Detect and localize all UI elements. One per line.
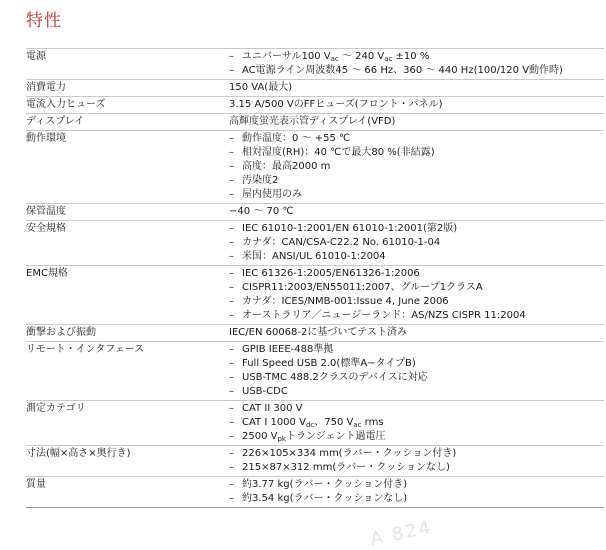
spec-bullet xyxy=(229,402,604,416)
bullet-text: 汚染度2 xyxy=(242,175,279,186)
unit-subscript: dc xyxy=(305,421,315,429)
bullet-text: AC電源ライン周波数45 ～ 66 Hz、360 ～ 440 Hz(100/120 V動作時) xyxy=(242,65,563,76)
bullet-text: rms xyxy=(361,417,384,428)
spec-bullet xyxy=(229,174,604,188)
unit-subscript: ac xyxy=(330,55,339,63)
spec-value xyxy=(229,204,604,220)
spec-row xyxy=(26,80,604,97)
spec-label: 消費電力 xyxy=(26,82,66,93)
spec-bullet xyxy=(229,430,604,444)
spec-label: EMC規格 xyxy=(26,268,68,279)
watermark: A 824 xyxy=(368,516,434,550)
spec-row xyxy=(26,114,604,131)
bullet-text: カナダ：ICES/NMB-001:Issue 4, June 2006 xyxy=(242,296,449,307)
spec-value-text: −40 ～ 70 ℃ xyxy=(229,206,294,217)
spec-bullet xyxy=(229,188,604,202)
unit-subscript: ac xyxy=(384,55,393,63)
spec-row xyxy=(26,342,604,401)
spec-bullet xyxy=(229,357,604,371)
bullet-text: 約3.77 kg(ラバー・クッション付き) xyxy=(242,479,408,490)
spec-bullet xyxy=(229,371,604,385)
spec-bullet xyxy=(229,309,604,323)
spec-bullet xyxy=(229,416,604,430)
spec-value xyxy=(229,401,604,445)
spec-row xyxy=(26,401,604,446)
spec-value-text: 3.15 A/500 VのFFヒューズ(フロント・パネル) xyxy=(229,99,443,110)
spec-value xyxy=(229,49,604,79)
spec-label: 電流入力ヒューズ xyxy=(26,99,106,110)
spec-bullet xyxy=(229,295,604,309)
spec-row xyxy=(26,97,604,114)
bullet-text: ユニバーサル100 V xyxy=(242,51,331,62)
spec-bullet xyxy=(229,447,604,461)
spec-bullet xyxy=(229,160,604,174)
spec-bullet xyxy=(229,461,604,475)
bullet-text: 約3.54 kg(ラバー・クッションなし) xyxy=(242,493,408,504)
unit-subscript: ac xyxy=(353,421,362,429)
spec-table xyxy=(26,48,604,508)
bullet-text: 215×87×312 mm(ラバー・クッションなし) xyxy=(242,462,450,473)
spec-row xyxy=(26,204,604,221)
bullet-text: 屋内使用のみ xyxy=(242,189,302,200)
bullet-text: 米国：ANSI/UL 61010-1:2004 xyxy=(242,251,386,262)
spec-label: 保管温度 xyxy=(26,206,66,217)
bullet-text: CAT II 300 V xyxy=(242,403,303,414)
spec-value xyxy=(229,325,604,341)
spec-row xyxy=(26,131,604,204)
spec-value xyxy=(229,221,604,265)
spec-bullet xyxy=(229,267,604,281)
spec-value-text: 150 VA(最大) xyxy=(229,82,293,93)
bullet-text: オーストラリア／ニュージーランド：AS/NZS CISPR 11:2004 xyxy=(242,310,526,321)
bullet-text: USB-TMC 488.2クラスのデバイスに対応 xyxy=(242,372,428,383)
spec-label: 測定カテゴリ xyxy=(26,403,86,414)
spec-bullet xyxy=(229,281,604,295)
spec-bullet xyxy=(229,478,604,492)
spec-row xyxy=(26,446,604,477)
bullet-text: CISPR11:2003/EN55011:2007、グループ1クラスA xyxy=(242,282,483,293)
spec-bullet xyxy=(229,132,604,146)
bullet-text: 2500 V xyxy=(242,431,278,442)
spec-value-text: 高輝度蛍光表示管ディスプレイ(VFD) xyxy=(229,116,396,127)
spec-value xyxy=(229,80,604,96)
bullet-text: 相対湿度(RH)：40 ℃で最大80 %(非結露) xyxy=(242,147,435,158)
spec-row xyxy=(26,221,604,266)
bullet-text: 高度：最高2000 m xyxy=(242,161,331,172)
spec-row xyxy=(26,477,604,508)
bullet-text: ±10 % xyxy=(392,51,430,62)
spec-bullet xyxy=(229,236,604,250)
bullet-text: 、750 V xyxy=(314,417,354,428)
spec-row xyxy=(26,325,604,342)
spec-row xyxy=(26,266,604,325)
spec-bullet xyxy=(229,385,604,399)
spec-label: 質量 xyxy=(26,479,46,490)
spec-label: 衝撃および振動 xyxy=(26,327,96,338)
bullet-text: カナダ：CAN/CSA-C22.2 No. 61010-1-04 xyxy=(242,237,441,248)
spec-value xyxy=(229,342,604,400)
bullet-text: Full Speed USB 2.0(標準A−タイプB) xyxy=(242,358,416,369)
page-title: 特性 xyxy=(26,11,62,31)
spec-bullet xyxy=(229,64,604,78)
spec-label: ディスプレイ xyxy=(26,116,85,127)
bullet-text: GPIB IEEE-488準拠 xyxy=(242,344,334,355)
spec-bullet xyxy=(229,250,604,264)
spec-label: 寸法(幅×高さ×奥行き) xyxy=(26,448,131,459)
spec-bullet xyxy=(229,492,604,506)
spec-value xyxy=(229,131,604,203)
bullet-text: トランジェント過電圧 xyxy=(285,431,386,442)
spec-label: 動作環境 xyxy=(26,133,66,144)
bullet-text: 動作温度：0 ～ +55 ℃ xyxy=(242,133,351,144)
spec-label: 安全規格 xyxy=(26,223,66,234)
bullet-text: ～ 240 V xyxy=(338,51,385,62)
spec-bullet xyxy=(229,222,604,236)
spec-value xyxy=(229,266,604,324)
spec-row xyxy=(26,48,604,80)
spec-value xyxy=(229,477,604,507)
spec-value xyxy=(229,97,604,113)
unit-subscript: pk xyxy=(277,435,286,443)
spec-value-text: IEC/EN 60068-2に基づいてテスト済み xyxy=(229,327,407,338)
bullet-text: CAT I 1000 V xyxy=(242,417,306,428)
bullet-text: USB-CDC xyxy=(242,386,288,397)
spec-bullet xyxy=(229,343,604,357)
spec-bullet xyxy=(229,146,604,160)
spec-label: 電源 xyxy=(26,51,46,62)
bullet-text: 226×105×334 mm(ラバー・クッション付き) xyxy=(242,448,457,459)
spec-label: リモート・インタフェース xyxy=(26,344,145,355)
bullet-text: IEC 61326-1:2005/EN61326-1:2006 xyxy=(242,268,420,279)
spec-bullet xyxy=(229,50,604,64)
spec-value xyxy=(229,446,604,476)
bullet-text: IEC 61010-1:2001/EN 61010-1:2001(第2版) xyxy=(242,223,458,234)
spec-value xyxy=(229,114,604,130)
